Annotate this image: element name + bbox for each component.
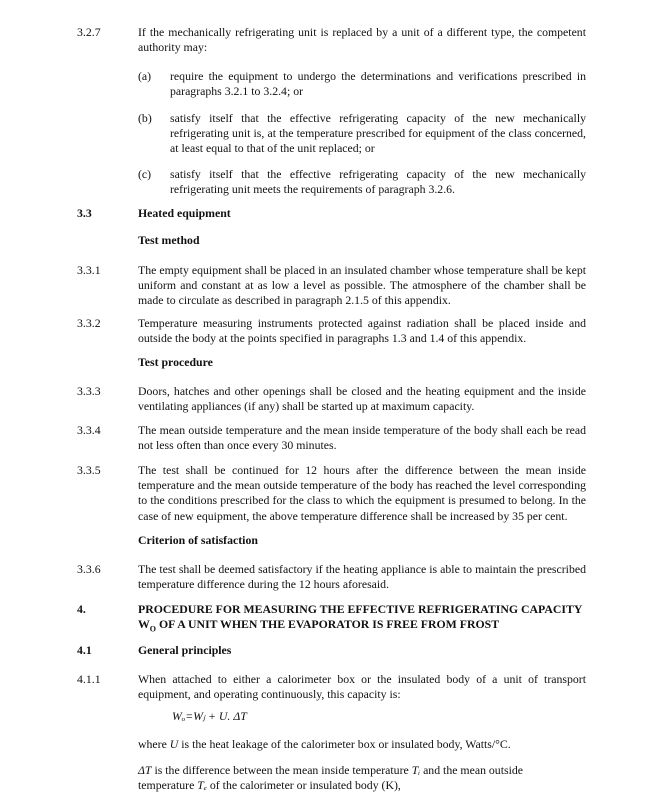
dt-mid: is the difference between the mean inside temperature <box>151 763 412 777</box>
section-title-4-w: W <box>138 617 150 632</box>
para-number-3-3-3: 3.3.3 <box>77 384 101 398</box>
delta-t-definition <box>138 763 586 793</box>
dt-mid2: and the mean outside <box>420 763 523 777</box>
para-4-1-1-text: When attached to either a calorimeter box or the insulated body of a unit of transport equipment, and operating continuously, this capacity is: <box>138 672 586 702</box>
var-ti: Tᵢ <box>411 763 421 777</box>
var-te: Tₑ <box>197 778 207 793</box>
dt-line2-post: of the calorimeter or insulated body (K), <box>206 778 401 793</box>
para-number-3-3-6: 3.3.6 <box>77 562 101 576</box>
item-c-label: (c) <box>138 167 152 181</box>
para-3-3-5-text: The test shall be continued for 12 hours after the difference between the mean inside temperature and the mean outside temperature of the body has reached the level corresponding to the conditions prescribed for the class to which the equipment is presumed to belong. In the case of new equipment, the above temperature difference shall be increased by 35 per cent. <box>138 463 586 523</box>
var-u: U <box>169 737 179 751</box>
where-pre: where <box>138 737 170 751</box>
para-number-3-3-5: 3.3.5 <box>77 463 101 477</box>
section-title-4-sub: O <box>149 624 157 634</box>
section-number-4-1: 4.1 <box>77 643 92 657</box>
item-a-text: require the equipment to undergo the determinations and verifications prescribed in paragraphs 3.2.1 to 3.2.4; or <box>170 69 586 99</box>
subheading-test-procedure: Test procedure <box>138 355 213 369</box>
subheading-test-method: Test method <box>138 233 200 247</box>
section-title-4-line1: PROCEDURE FOR MEASURING THE EFFECTIVE REFRIGERATING CAPACITY <box>138 602 583 616</box>
formula-wo: Wₒ=Wⱼ + U. ΔT <box>172 709 247 723</box>
para-3-3-3-text: Doors, hatches and other openings shall be closed and the heating equipment and the inside ventilating appliances (if any) shall be started up at maximum capacity. <box>138 384 586 414</box>
item-a-label: (a) <box>138 69 152 83</box>
section-number-4: 4. <box>77 602 86 616</box>
item-b-text: satisfy itself that the effective refrigerating capacity of the new mechanically refrigerating unit is, at the temperature prescribed for equipment of the class concerned, at least equal to that of the unit replaced; or <box>170 111 586 156</box>
where-post: is the heat leakage of the calorimeter box or insulated body, Watts/°C. <box>178 737 511 751</box>
dt-line2-pre: temperature <box>138 778 198 793</box>
para-number-4-1-1: 4.1.1 <box>77 672 101 686</box>
para-number-3-3-1: 3.3.1 <box>77 263 101 277</box>
section-number-3-3: 3.3 <box>77 206 92 220</box>
para-3-3-6-text: The test shall be deemed satisfactory if the heating appliance is able to maintain the prescribed temperature difference during the 12 hours aforesaid. <box>138 562 586 592</box>
section-title-general-principles: General principles <box>138 643 232 657</box>
para-3-3-1-text: The empty equipment shall be placed in an insulated chamber whose temperature shall be kept uniform and constant at as low a level as possible. The atmosphere of the chamber shall be made to circulate as described in paragraph 2.1.5 of this appendix. <box>138 263 586 308</box>
para-3-3-2-text: Temperature measuring instruments protected against radiation shall be placed inside and outside the body at the points specified in paragraphs 1.3 and 1.4 of this appendix. <box>138 316 586 346</box>
subheading-criterion: Criterion of satisfaction <box>138 533 258 547</box>
item-b-label: (b) <box>138 111 152 125</box>
where-u-line <box>138 737 586 752</box>
section-title-heated-equipment: Heated equipment <box>138 206 231 220</box>
section-title-4-rest: OF A UNIT WHEN THE EVAPORATOR IS FREE FROM FROST <box>156 617 500 632</box>
para-number-3-3-4: 3.3.4 <box>77 423 101 437</box>
item-c-text: satisfy itself that the effective refrigerating capacity of the new mechanically refrigerating unit meets the requirements of paragraph 3.2.6. <box>170 167 586 197</box>
var-delta-t: ΔT <box>138 763 152 777</box>
section-title-4 <box>138 602 608 637</box>
para-3-2-7-text: If the mechanically refrigerating unit is replaced by a unit of a different type, the competent authority may: <box>138 25 586 55</box>
para-number-3-2-7: 3.2.7 <box>77 25 101 39</box>
para-3-3-4-text: The mean outside temperature and the mean inside temperature of the body shall each be read not less often than once every 30 minutes. <box>138 423 586 453</box>
para-number-3-3-2: 3.3.2 <box>77 316 101 330</box>
